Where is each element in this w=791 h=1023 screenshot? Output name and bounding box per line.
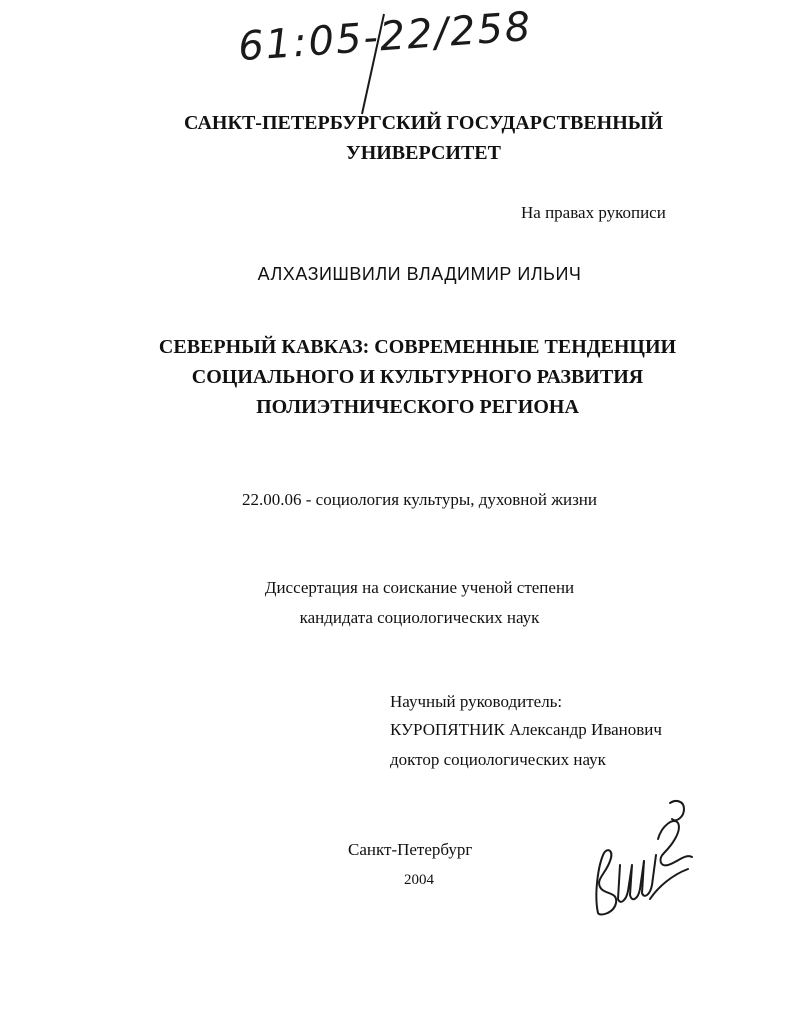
signature [588, 795, 698, 925]
dissertation-degree-line1: Диссертация на соискание ученой степени [264, 578, 575, 597]
year: 2004 [404, 872, 434, 888]
dissertation-title-line3: ПОЛИЭТНИЧЕСКОГО РЕГИОНА [256, 396, 579, 418]
supervisor-name: КУРОПЯТНИК Александр Иванович [390, 720, 662, 739]
university-line1: САНКТ-ПЕТЕРБУРГСКИЙ ГОСУДАРСТВЕННЫЙ [184, 112, 663, 134]
university-line2: УНИВЕРСИТЕТ [346, 142, 501, 164]
supervisor-label: Научный руководитель: [390, 692, 563, 711]
specialty-code: 22.00.06 - социология культуры, духовной жизни [241, 490, 598, 509]
city: Санкт-Петербург [348, 840, 473, 859]
author-name: АЛХАЗИШВИЛИ ВЛАДИМИР ИЛЬИЧ [257, 264, 582, 284]
handwritten-stroke [358, 10, 388, 120]
dissertation-title-line2: СОЦИАЛЬНОГО И КУЛЬТУРНОГО РАЗВИТИЯ [191, 366, 644, 388]
manuscript-rights: На правах рукописи [521, 203, 666, 222]
handwritten-archive-code: 61:05-22/258 [236, 3, 534, 71]
supervisor-degree: доктор социологических наук [390, 750, 606, 769]
dissertation-degree-line2: кандидата социологических наук [299, 608, 540, 627]
dissertation-title-line1: СЕВЕРНЫЙ КАВКАЗ: СОВРЕМЕННЫЕ ТЕНДЕНЦИИ [158, 336, 677, 358]
